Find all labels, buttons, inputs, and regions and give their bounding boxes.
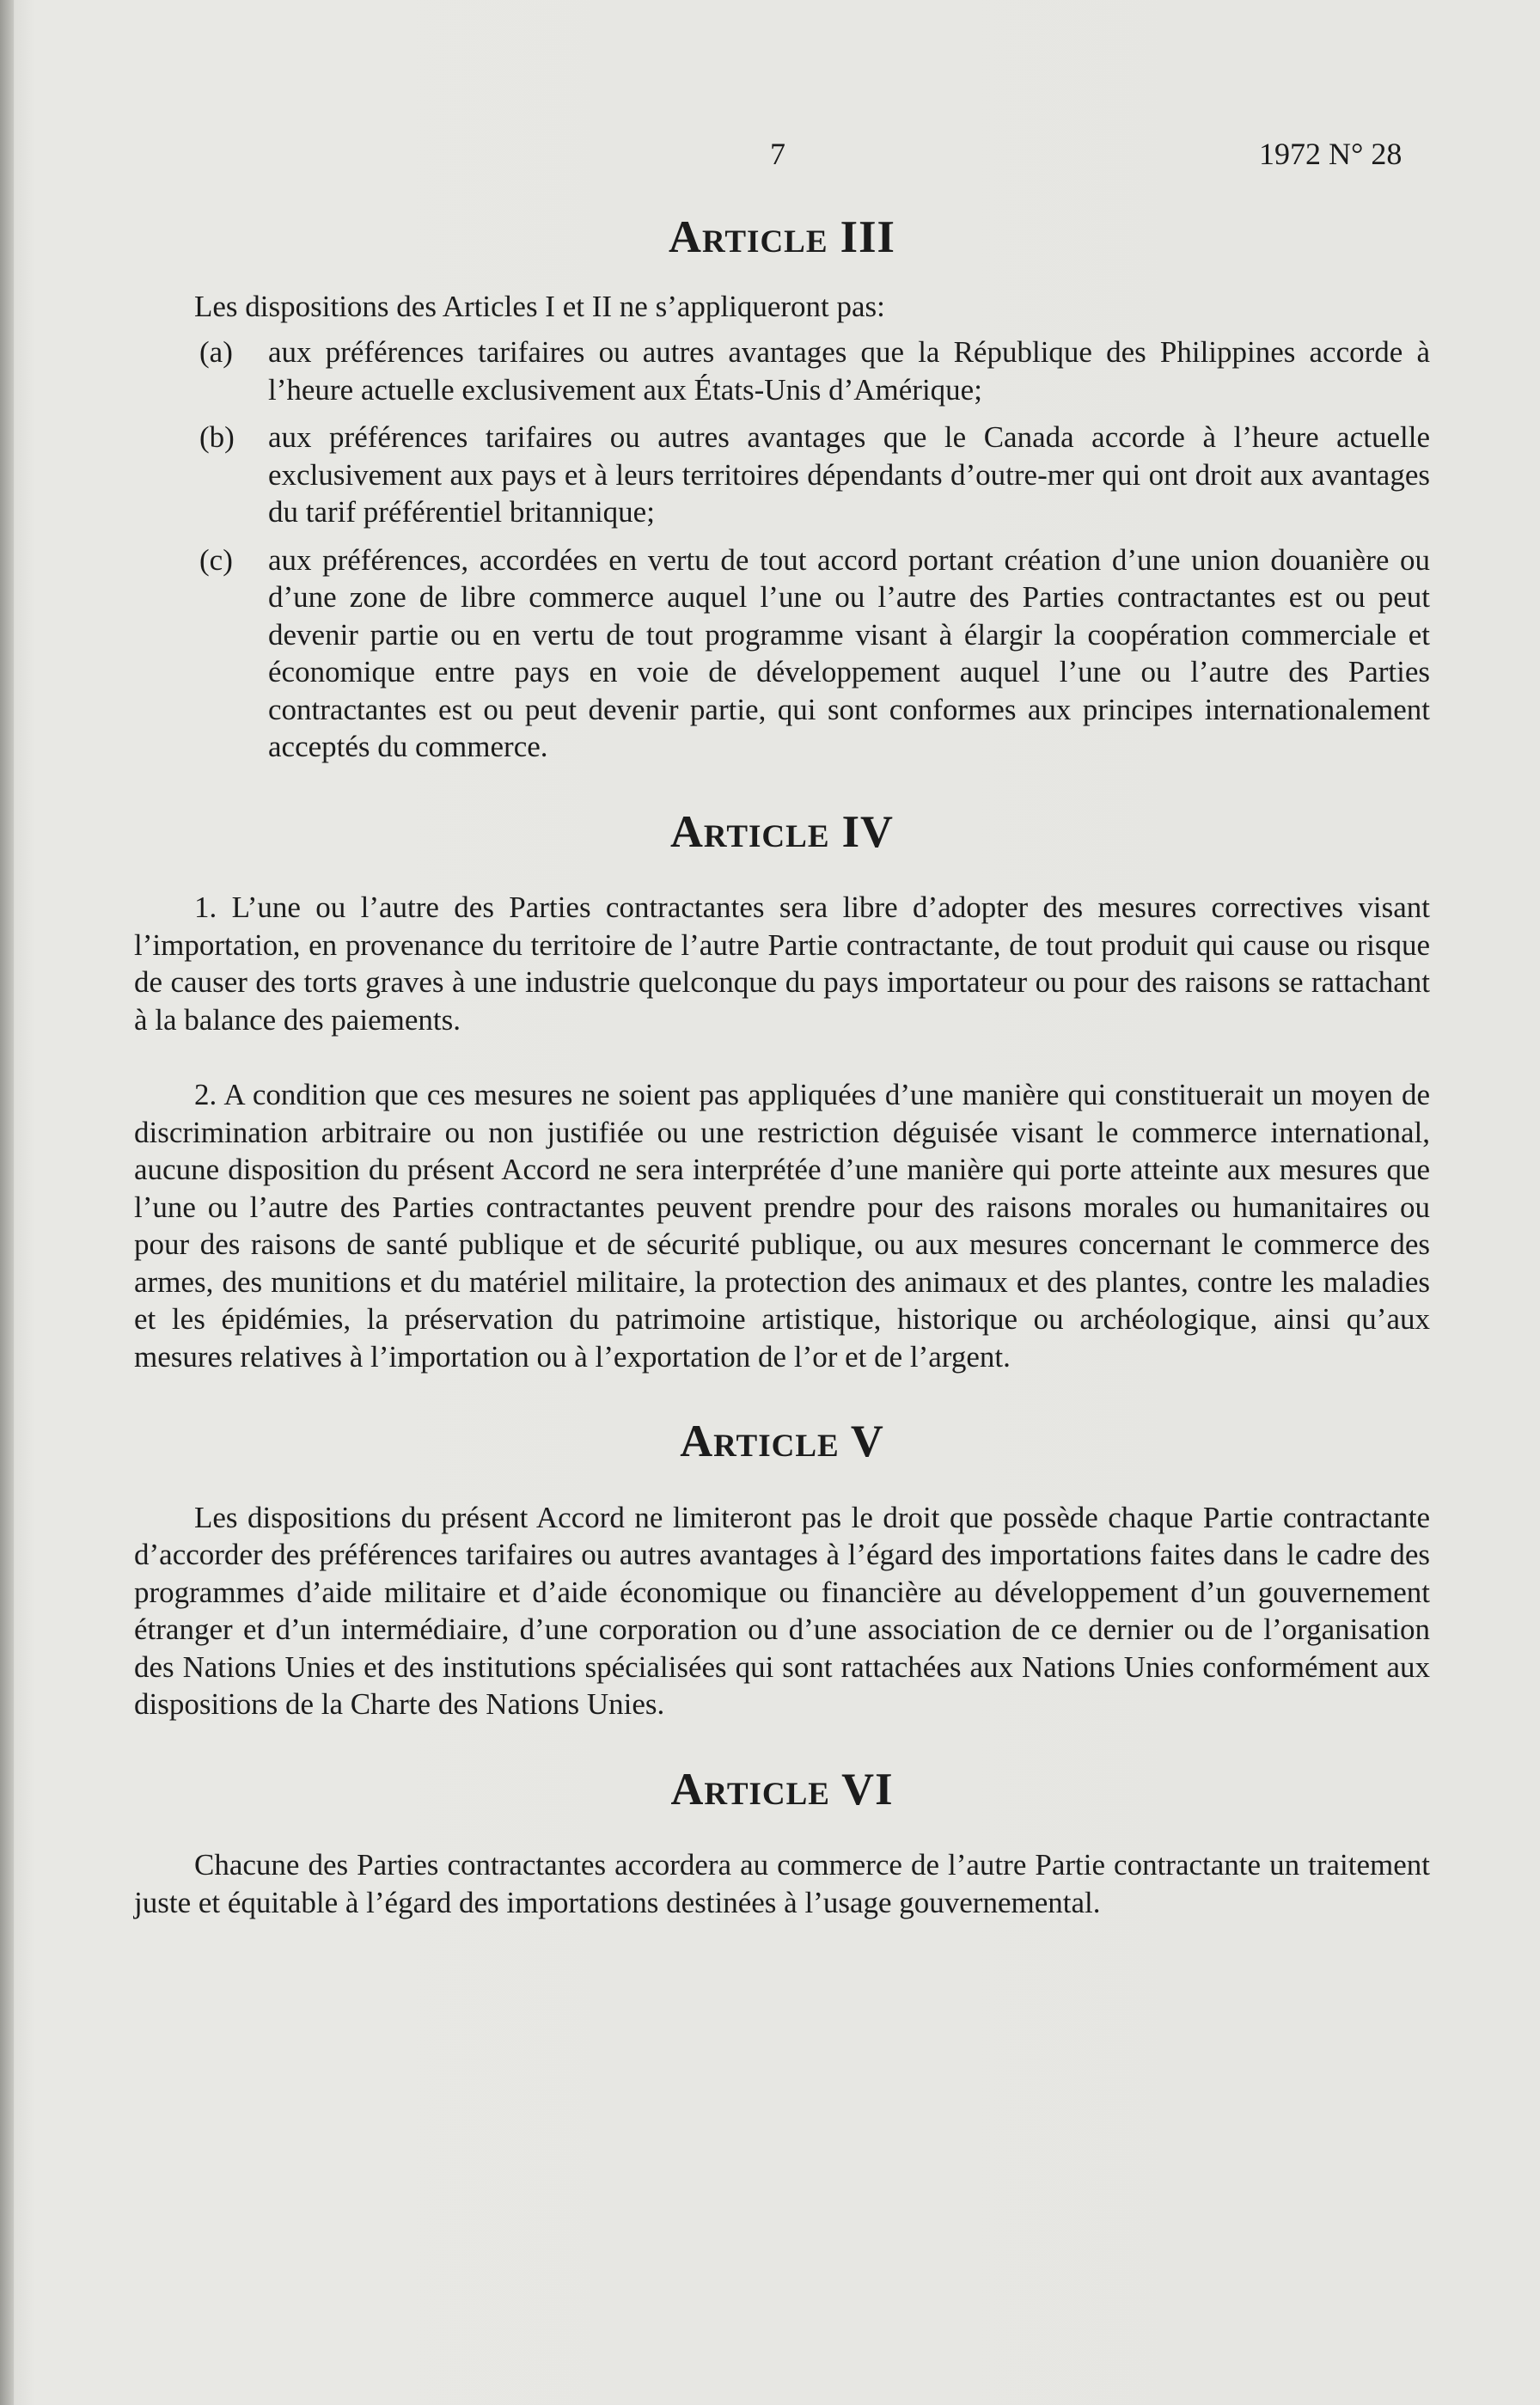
item-text: aux préférences, accordées en vertu de tout accord portant création d’une union douanière ou d’une zone de libre commerce auquel l’une ou l’autre des Parties contractantes est ou peut devenir partie ou en vertu de tout programme visant à élargir la coopération commerciale et économique entre pays en voie de développement auquel l’une ou l’autre des Parties contractantes est ou peut devenir partie, qui sont conformes aux principes internationalement acceptés du commerce. — [268, 542, 1430, 763]
document-reference: 1972 N° 28 — [1259, 137, 1402, 171]
article-3-section — [134, 212, 1430, 766]
item-text: aux préférences tarifaires ou autres avantages que le Canada accorde à l’heure actuelle exclusivement aux pays et à leurs territoires dépendants d’outre-mer qui ont droit aux avantages du tarif préférentiel britannique; — [268, 420, 1430, 529]
article-3-item-a — [134, 334, 1430, 408]
article-6-heading: Article VI — [670, 1764, 894, 1814]
item-text: aux préférences tarifaires ou autres avantages que la République des Philippines accorde à l’heure actuelle exclusivement aux États-Unis d’Amérique; — [268, 335, 1430, 407]
article-5-heading: Article V — [680, 1417, 884, 1466]
article-4-section — [134, 806, 1430, 1376]
article-3-heading: Article III — [669, 212, 895, 262]
page-binding-edge — [0, 0, 14, 2405]
article-4-heading: Article IV — [670, 806, 894, 857]
article-5-section — [134, 1417, 1430, 1723]
item-label: (a) — [199, 335, 233, 369]
page-header — [0, 136, 1540, 179]
item-label: (b) — [199, 420, 235, 454]
document-body — [134, 212, 1430, 1921]
page-number: 7 — [770, 137, 785, 171]
article-5-paragraph: Les dispositions du présent Accord ne limiteront pas le droit que possède chaque Partie contractante d’accorder des préférences tarifaires ou autres avantages à l’égard des importations faites dans le cadre des programmes d’aide militaire et d’aide économique ou financière au développement d’un gouvernement étranger et d’un intermédiaire, d’une corporation ou d’une association de ce dernier ou de l’organisation des Nations Unies et des institutions spécialisées qui sont rattachées aux Nations Unies conformément aux dispositions de la Charte des Nations Unies. — [134, 1500, 1430, 1721]
article-4-paragraph-2: 2. A condition que ces mesures ne soient pas appliquées d’une manière qui constituerait un moyen de discrimination arbitraire ou non justifiée ou une restriction déguisée visant le commerce international, aucune disposition du présent Accord ne sera interprétée d’une manière qui porte atteinte aux mesures que l’une ou l’autre des Parties contractantes peuvent prendre pour des raisons morales ou humanitaires ou pour des raisons de santé publique et de sécurité publique, ou aux mesures concernant le commerce des armes, des munitions et du matériel militaire, la protection des animaux et des plantes, contre les maladies et les épidémies, la préservation du patrimoine artistique, historique ou archéologique, ainsi qu’aux mesures relatives à l’importation ou à l’exportation de l’or et de l’argent. — [134, 1078, 1430, 1374]
article-6-paragraph: Chacune des Parties contractantes accordera au commerce de l’autre Partie contractante un traitement juste et équitable à l’égard des importations destinées à l’usage gouvernemental. — [134, 1848, 1430, 1919]
article-4-paragraph-1: 1. L’une ou l’autre des Parties contractantes sera libre d’adopter des mesures correctives visant l’importation, en provenance du territoire de l’autre Partie contractante, de tout produit qui cause ou risque de causer des torts graves à une industrie quelconque du pays importateur ou pour des raisons se rattachant à la balance des paiements. — [134, 890, 1430, 1037]
article-3-item-b — [134, 419, 1430, 531]
article-6-section — [134, 1764, 1430, 1922]
article-3-intro: Les dispositions des Articles I et II ne s’appliqueront pas: — [194, 289, 885, 323]
item-label: (c) — [199, 542, 233, 577]
article-3-item-c — [134, 542, 1430, 766]
